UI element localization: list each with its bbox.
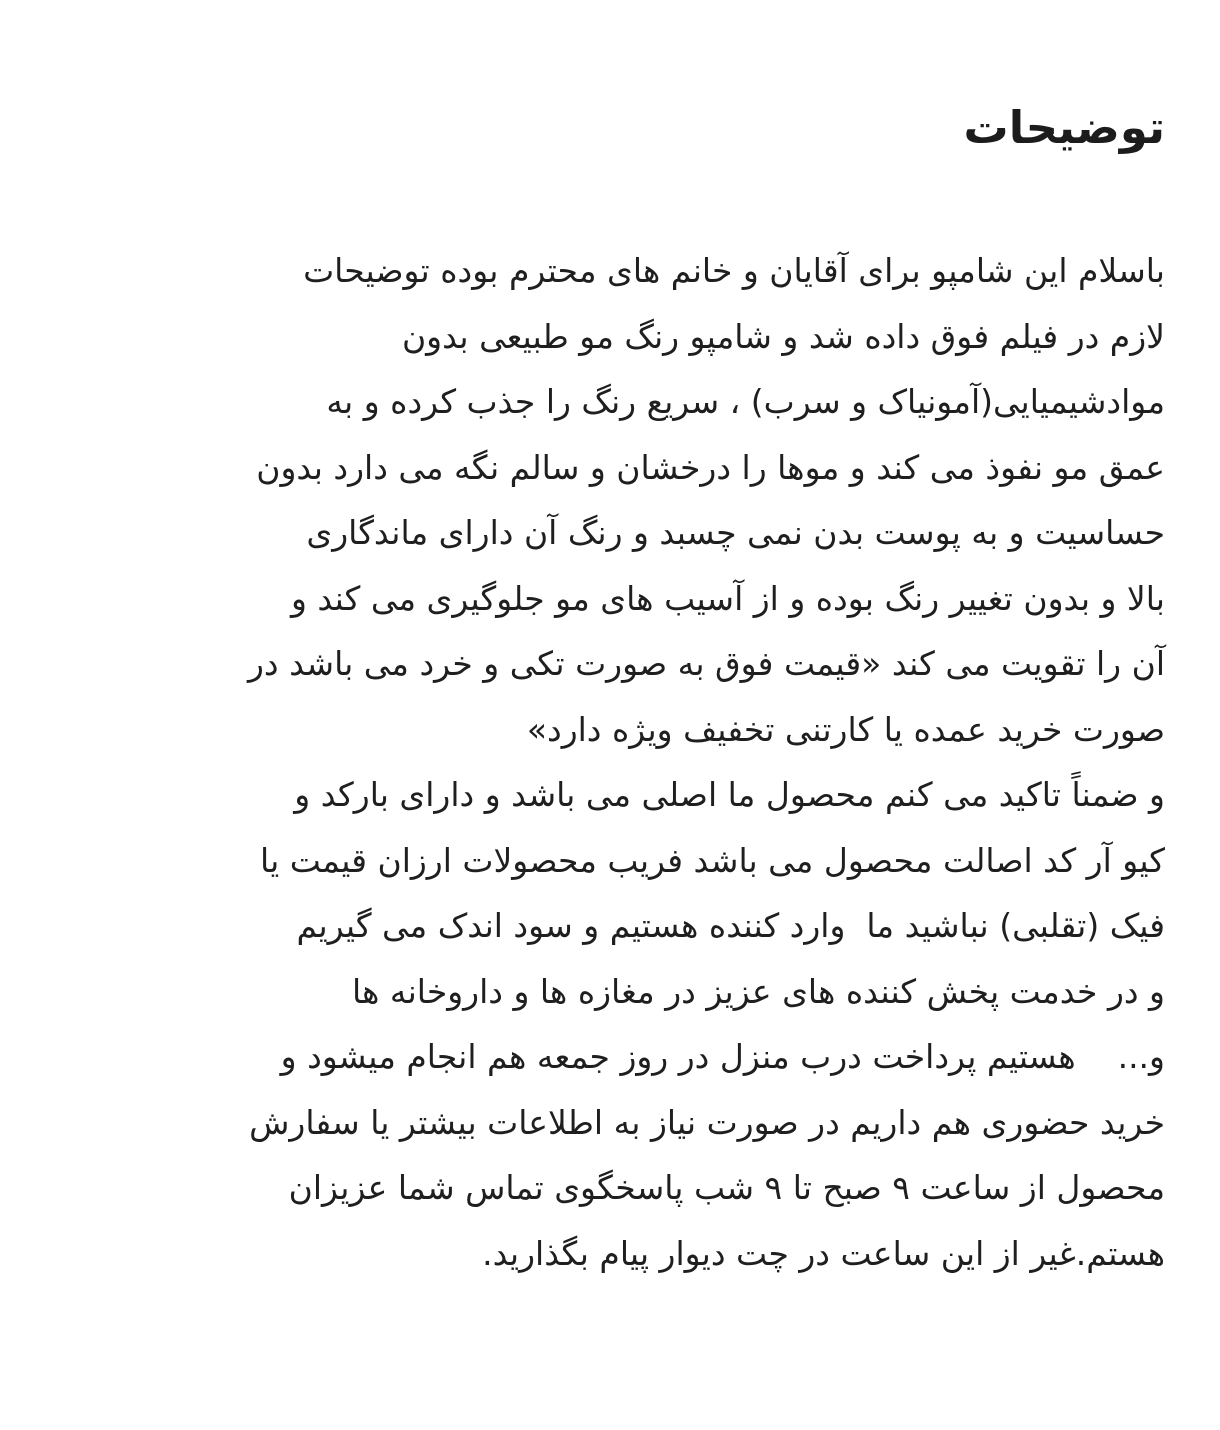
section-title: توضیحات — [963, 101, 1165, 154]
description-section — [0, 95, 1220, 1430]
description-line: موادشیمیایی(آمونیاک و سرب) ، سریع رنگ را جذب کرده و به — [326, 382, 1165, 422]
description-line: محصول از ساعت ۹ صبح تا ۹ شب پاسخگوی تماس شما عزیزان — [288, 1168, 1165, 1208]
description-line: بالا و بدون تغییر رنگ بوده و از آسیب های مو جلوگیری می کند و — [290, 578, 1165, 618]
description-line: حساسیت و به پوست بدن نمی چسبد و رنگ آن دارای ماندگاری — [306, 513, 1165, 553]
description-line: خرید حضوری هم داریم در صورت نیاز به اطلاعات بیشتر یا سفارش — [249, 1102, 1165, 1142]
description-line: و... هستیم پرداخت درب منزل در روز جمعه هم انجام میشود و — [280, 1037, 1165, 1077]
description-line: لازم در فیلم فوق داده شد و شامپو رنگ مو طبیعی بدون — [401, 316, 1165, 356]
description-line: و ضمناً تاکید می کنم محصول ما اصلی می باشد و دارای بارکد و — [294, 775, 1165, 815]
description-line: فیک (تقلبی) نباشید ما وارد کننده هستیم و سود اندک می گیریم — [296, 906, 1165, 946]
description-line: صورت خرید عمده یا کارتنی تخفیف ویژه دارد» — [526, 709, 1165, 749]
description-line: باسلام این شامپو برای آقایان و خانم های محترم بوده توضیحات — [303, 251, 1165, 291]
description-line: آن را تقویت می کند «قیمت فوق به صورت تکی و خرد می باشد در — [247, 644, 1165, 684]
description-line: کیو آر کد اصالت محصول می باشد فریب محصولات ارزان قیمت یا — [260, 840, 1165, 880]
description-line: عمق مو نفوذ می کند و موها را درخشان و سالم نگه می دارد بدون — [256, 447, 1165, 487]
description-text — [55, 238, 1165, 1286]
description-line: و در خدمت پخش کننده های عزیز در مغازه ها و داروخانه ها — [351, 971, 1165, 1011]
description-line: هستم.غیر از این ساعت در چت دیوار پیام بگذارید. — [482, 1233, 1165, 1273]
